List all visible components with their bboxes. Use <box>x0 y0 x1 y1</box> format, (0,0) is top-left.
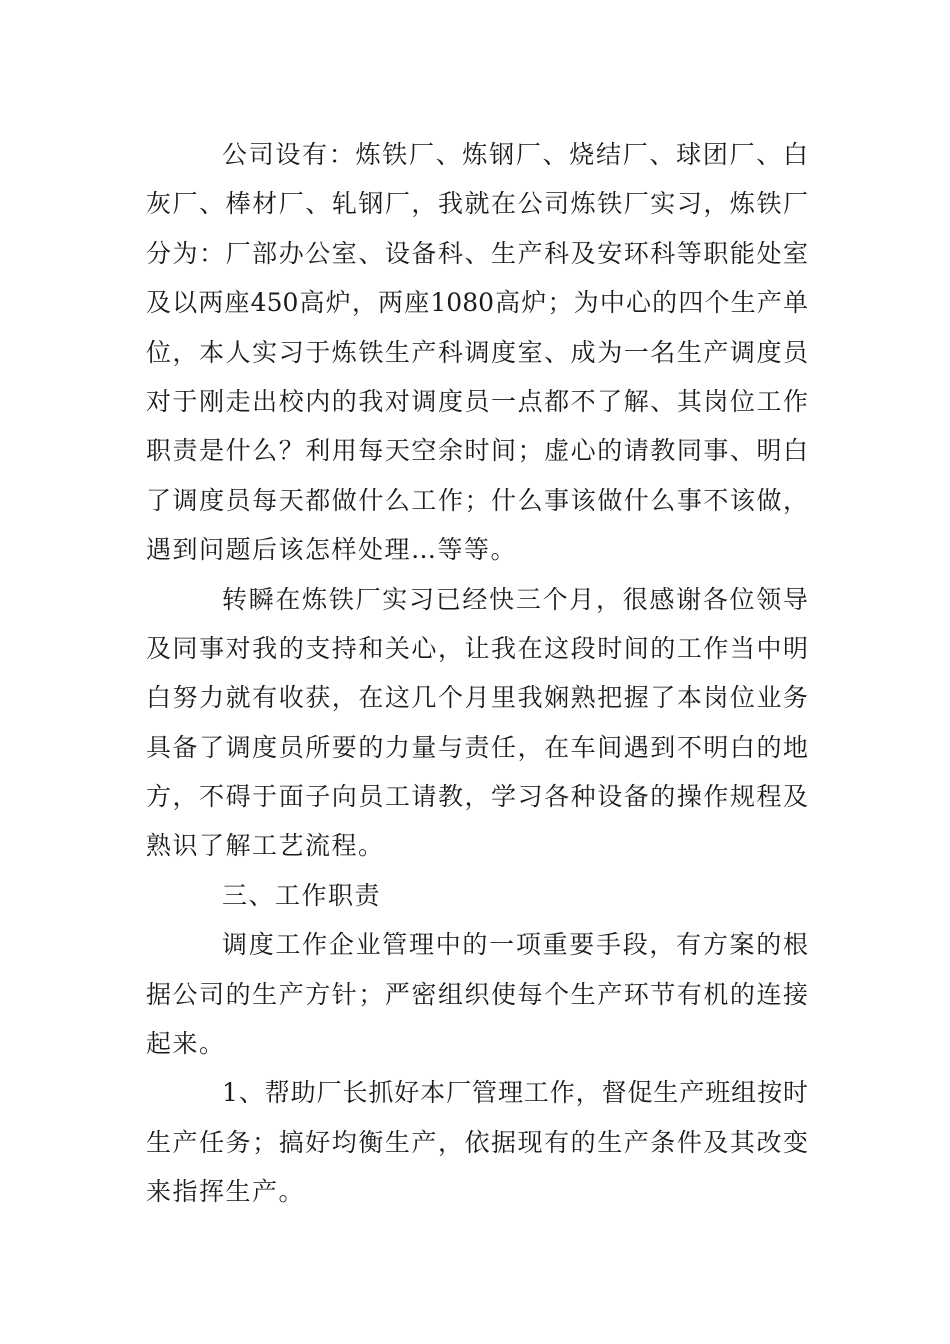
paragraph-line: 据公司的生产方针；严密组织使每个生产环节有机的连接 <box>146 979 808 1009</box>
paragraph-line: 分为：厂部办公室、设备科、生产科及安环科等职能处室 <box>146 238 808 268</box>
paragraph-line: 及以两座450高炉，两座1080高炉；为中心的四个生产单 <box>146 288 808 318</box>
paragraph-line: 生产任务；搞好均衡生产，依据现有的生产条件及其改变 <box>146 1127 808 1157</box>
paragraph-2 <box>146 575 808 871</box>
paragraph-line: 遇到问题后该怎样处理…等等。 <box>146 535 518 565</box>
paragraph-line: 公司设有：炼铁厂、炼钢厂、烧结厂、球团厂、白 <box>222 140 808 169</box>
paragraph-line: 位，本人实习于炼铁生产科调度室、成为一名生产调度员 <box>146 337 808 367</box>
paragraph-line: 了调度员每天都做什么工作；什么事该做什么事不该做， <box>146 485 808 515</box>
paragraph-line: 及同事对我的支持和关心，让我在这段时间的工作当中明 <box>146 633 808 663</box>
paragraph-line: 起来。 <box>146 1029 226 1059</box>
paragraph-line: 调度工作企业管理中的一项重要手段，有方案的根 <box>222 930 808 960</box>
paragraph-line: 1、帮助厂长抓好本厂管理工作，督促生产班组按时 <box>222 1078 808 1108</box>
paragraph-line: 对于刚走出校内的我对调度员一点都不了解、其岗位工作 <box>146 386 808 416</box>
paragraph-1 <box>146 130 808 575</box>
paragraph-line: 具备了调度员所要的力量与责任，在车间遇到不明白的地 <box>146 732 808 762</box>
paragraph-line: 熟识了解工艺流程。 <box>146 831 385 861</box>
document-body <box>146 130 808 1217</box>
paragraph-line: 灰厂、棒材厂、轧钢厂，我就在公司炼铁厂实习，炼铁厂 <box>146 189 808 219</box>
paragraph-4 <box>146 1068 808 1216</box>
paragraph-3 <box>146 920 808 1068</box>
section-heading: 三、工作职责 <box>222 880 382 910</box>
paragraph-line: 转瞬在炼铁厂实习已经快三个月，很感谢各位领导 <box>222 584 808 614</box>
paragraph-line: 来指挥生产。 <box>146 1177 306 1207</box>
paragraph-line: 职责是什么？利用每天空余时间；虚心的请教同事、明白 <box>146 436 808 466</box>
paragraph-line: 方，不碍于面子向员工请教，学习各种设备的操作规程及 <box>146 782 808 812</box>
paragraph-line: 白努力就有收获，在这几个月里我娴熟把握了本岗位业务 <box>146 683 808 713</box>
